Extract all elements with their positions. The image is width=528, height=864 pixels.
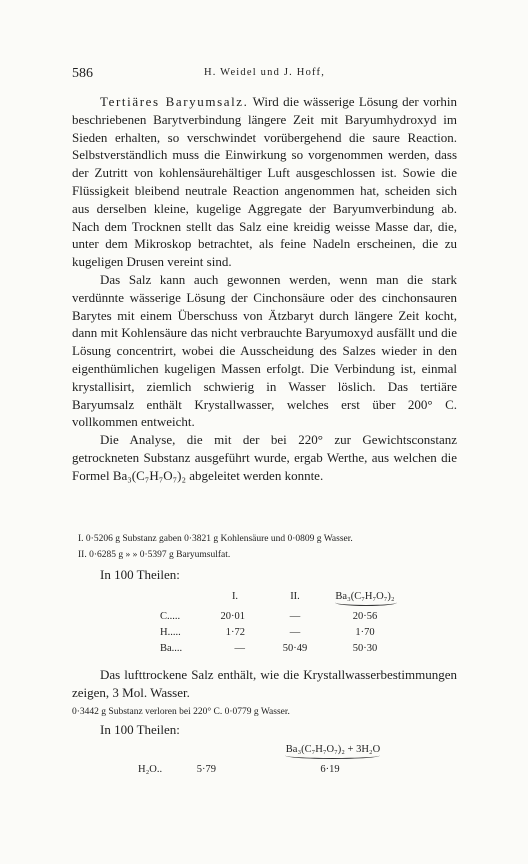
paragraph-3-text: Die Analyse, die mit der bei 220° zur Gewichtsconstanz getrockneten Substanz ausgeführt wurde, ergab Werthe, aus welchen die Formel [72, 432, 457, 483]
table2-row-found: 5·79 [196, 764, 216, 775]
table1-row-Ba-label: Ba.... [160, 643, 183, 654]
table1-row-H-label: H..... [160, 627, 181, 638]
paragraph-3-end: abgeleitet werden konnte. [189, 467, 324, 483]
table1-row-Ba-I: — [234, 643, 245, 654]
paragraph-3 [72, 431, 457, 484]
paragraph-4 [72, 666, 457, 702]
table1-col-I: I. [231, 591, 239, 602]
water-line: 0·3442 g Substanz verloren bei 220° C. 0·0779 g Wasser. [72, 707, 290, 717]
table2-col-calc: Ba₃(C₇H₇O₇)₂ + 3H₂O [285, 744, 381, 755]
analysis-line-2: II. 0·6285 g » » 0·5397 g Baryumsulfat. [78, 550, 231, 560]
paragraph-2: Das Salz kann auch gewonnen werden, wenn man die stark verdünnte wässerige Lösung der Cinchonsäure oder des cinchonsauren Barytes mit einem Überschuss von Ätzbaryt durch längere Zeit kocht, dann mit Kohlensäure das nicht verbrauchte Baryumoxyd ausfällt und die Lösung concentrirt, wobei die Ausscheidung des Salzes wieder in den eigenthümlichen kugeligen Massen erfolgt. Die Verbindung ist, einmal krystallisirt, ziemlich schwierig in Wasser löslich. Das tertiäre Baryumsalz enthält Krystallwasser, welches erst über 200° C. vollkommen entweicht. [72, 271, 457, 430]
table1-row-Ba-II: 50·49 [282, 643, 308, 654]
formula: Ba₃(C₇H₇O₇)₂ [112, 467, 187, 483]
table1-col-calc: Ba₃(C₇H₇O₇)₂ [335, 591, 395, 602]
paragraph-4-text: Das lufttrockene Salz enthält, wie die Krystallwasserbestimmungen zeigen, 3 Mol. Wasser. [72, 667, 457, 700]
paragraph-tertiary-salt [72, 93, 457, 271]
table1-row-H-I: 1·72 [225, 627, 245, 638]
main-text [72, 93, 457, 485]
table1-row-C-I: 20·01 [220, 611, 245, 622]
table1-brace [335, 599, 397, 606]
page-header [72, 66, 457, 82]
table1-col-II: II. [290, 591, 300, 602]
paragraph-1-text: Wird die wässerige Lösung der vorhin beschriebenen Barytverbindung längere Zeit mit Baryumhydroxyd im Sieden erhalten, so verschwindet vorübergehend die saure Reaction. Selbstverständlich muss die Einwirkung so vorgenommen werden, dass der Zutritt von kohlensäurehältiger Luft ausgeschlossen ist. Sowie die Flüssigkeit bleibend neutrale Reaction angenommen hat, scheiden sich aus derselben kleine, kugelige Aggregate der Baryumverbindung ab. Nach dem Trocknen stellt das Salz eine kreidig weisse Masse dar, die, unter dem Mikroskop betrachtet, als feine Nadeln erscheinen, die zu kugeligen Drusen vereint sind. [72, 94, 457, 270]
table1-row-H-calc: 1·70 [355, 627, 375, 638]
table2-row-calc: 6·19 [320, 764, 340, 775]
table2-row-label: H₂O.. [138, 764, 163, 775]
analysis-line-1: I. 0·5206 g Substanz gaben 0·3821 g Kohlensäure und 0·0809 g Wasser. [78, 534, 353, 544]
table2-heading: In 100 Theilen: [100, 722, 180, 737]
running-head: H. Weidel und J. Hoff, [203, 67, 326, 78]
section-title: Tertiäres Baryumsalz. [100, 94, 249, 109]
table1-row-C-label: C..... [160, 611, 181, 622]
table1-row-H-II: — [289, 627, 301, 638]
page-number: 586 [72, 66, 93, 81]
table1-heading: In 100 Theilen: [100, 567, 180, 582]
table1-row-C-calc: 20·56 [352, 611, 378, 622]
table1-row-C-II: — [289, 611, 301, 622]
table1-row-Ba-calc: 50·30 [352, 643, 378, 654]
table2-brace [285, 752, 380, 759]
